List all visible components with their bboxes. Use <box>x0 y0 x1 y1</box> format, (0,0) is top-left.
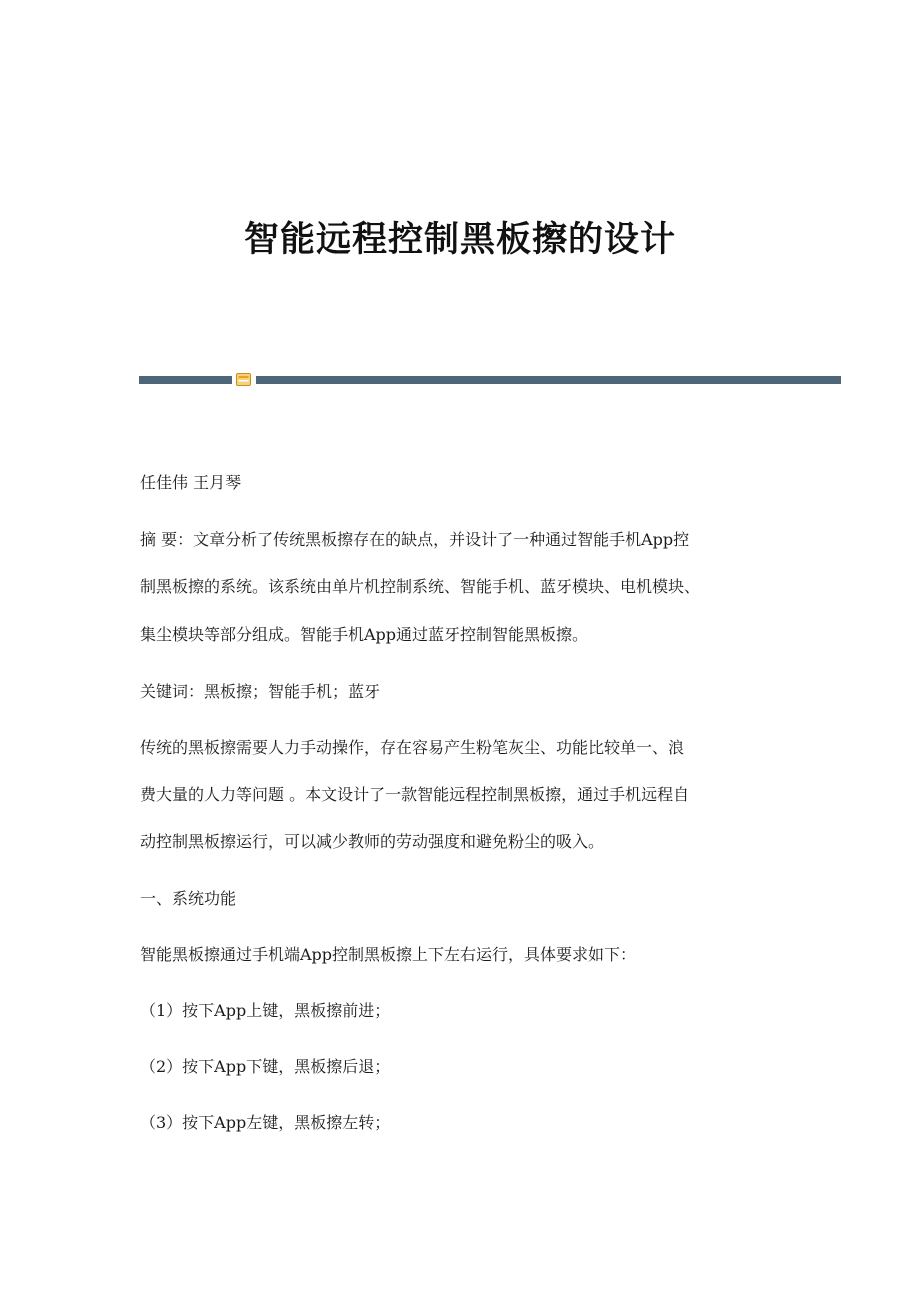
divider-bar-right <box>256 376 841 384</box>
author-line: 任佳伟 王月琴 <box>140 473 242 492</box>
intro-paragraph-line: 传统的黑板擦需要人力手动操作，存在容易产生粉笔灰尘、功能比较单一、浪 <box>140 738 685 757</box>
list-item: （3）按下App左键，黑板擦左转； <box>140 1113 391 1132</box>
abstract-line: 制黑板擦的系统。该系统由单片机控制系统、智能手机、蓝牙模块、电机模块、 <box>140 577 701 596</box>
document-title: 智能远程控制黑板擦的设计 <box>243 219 676 260</box>
intro-paragraph-line: 费大量的人力等问题 。本文设计了一款智能远程控制黑板擦，通过手机远程自 <box>140 785 690 804</box>
keywords-line: 关键词：黑板擦；智能手机；蓝牙 <box>140 682 381 701</box>
abstract-line: 集尘模块等部分组成。智能手机App通过蓝牙控制智能黑板擦。 <box>140 625 589 644</box>
section-heading: 一、系统功能 <box>140 889 237 908</box>
section-lead: 智能黑板擦通过手机端App控制黑板擦上下左右运行，具体要求如下： <box>140 945 637 964</box>
list-item: （2）按下App下键，黑板擦后退； <box>140 1057 391 1076</box>
list-item: （1）按下App上键，黑板擦前进； <box>140 1001 391 1020</box>
intro-paragraph-line: 动控制黑板擦运行，可以减少教师的劳动强度和避免粉尘的吸入。 <box>140 832 605 851</box>
divider-bar-left <box>139 376 232 384</box>
abstract-line: 摘 要：文章分析了传统黑板擦存在的缺点，并设计了一种通过智能手机App控 <box>140 530 690 549</box>
document-icon <box>236 373 251 386</box>
title-divider <box>139 372 841 386</box>
